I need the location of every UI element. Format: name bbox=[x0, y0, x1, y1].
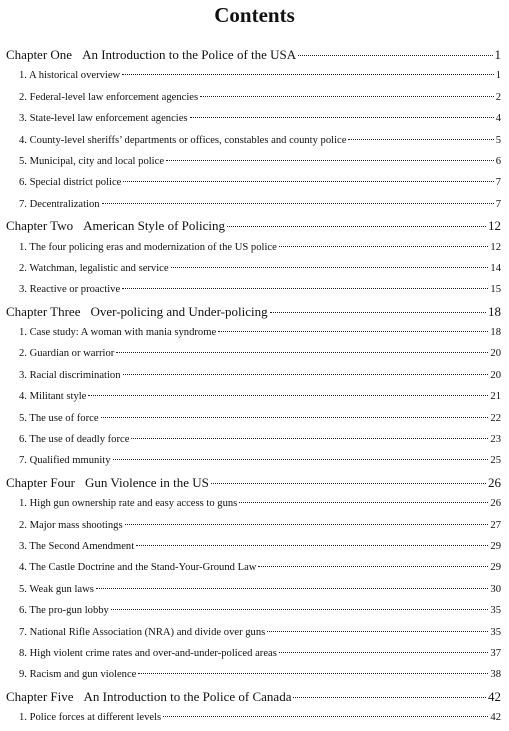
toc-section-entry[interactable] bbox=[0, 557, 509, 578]
toc-section-entry[interactable] bbox=[0, 108, 509, 129]
section-title: 4. County-level sheriffs’ departments or offices, constables and county police bbox=[19, 134, 347, 146]
toc-section-entry[interactable] bbox=[0, 237, 509, 258]
section-title: 9. Racism and gun violence bbox=[19, 669, 137, 681]
dot-leader bbox=[171, 263, 489, 268]
page-number: 23 bbox=[490, 434, 501, 446]
section-title: 6. The use of deadly force bbox=[19, 434, 130, 446]
chapter-title: Gun Violence in the US bbox=[84, 474, 209, 490]
dot-leader bbox=[200, 92, 494, 97]
section-title: 5. Weak gun laws bbox=[19, 583, 94, 595]
chapter-title: Over-policing and Under-policing bbox=[90, 303, 268, 319]
toc-section-entry[interactable] bbox=[0, 279, 509, 300]
section-title: 2. Federal-level law enforcement agencies bbox=[19, 91, 199, 103]
dot-leader bbox=[258, 562, 488, 567]
section-title: 2. Major mass shootings bbox=[19, 519, 123, 531]
dot-leader bbox=[298, 51, 492, 56]
toc-section-entry[interactable] bbox=[0, 579, 509, 600]
page-number: 35 bbox=[490, 605, 501, 617]
page-number: 30 bbox=[490, 583, 501, 595]
dot-leader bbox=[131, 434, 488, 439]
dot-leader bbox=[138, 669, 488, 674]
dot-leader bbox=[123, 370, 489, 375]
page-number: 5 bbox=[495, 134, 501, 146]
toc-section-entry[interactable] bbox=[0, 194, 509, 215]
dot-leader bbox=[102, 199, 494, 204]
section-title: 7. National Rifle Association (NRA) and divide over guns bbox=[19, 626, 266, 638]
chapter-number: Chapter Four bbox=[6, 474, 75, 490]
dot-leader bbox=[166, 156, 494, 161]
dot-leader bbox=[190, 113, 494, 118]
chapter-label bbox=[6, 215, 225, 236]
dot-leader bbox=[279, 242, 489, 247]
chapter-title: An Introduction to the Police of Canada bbox=[83, 688, 292, 704]
section-title: 4. The Castle Doctrine and the Stand-Your-Ground Law bbox=[19, 562, 257, 574]
dot-leader bbox=[163, 712, 488, 717]
toc-section-entry[interactable] bbox=[0, 172, 509, 193]
dot-leader bbox=[111, 605, 489, 610]
dot-leader bbox=[267, 627, 488, 632]
page-number: 42 bbox=[488, 688, 501, 704]
page-number: 25 bbox=[490, 455, 501, 467]
page-number: 14 bbox=[490, 262, 501, 274]
page-number: 37 bbox=[490, 647, 501, 659]
chapter-title: An Introduction to the Police of the USA bbox=[82, 47, 297, 62]
toc-section-entry[interactable] bbox=[0, 87, 509, 108]
chapter-number: Chapter Two bbox=[6, 218, 74, 234]
section-title: 3. Reactive or proactive bbox=[19, 284, 121, 296]
page-number: 38 bbox=[490, 669, 501, 681]
section-title: 1. High gun ownership rate and easy access to guns bbox=[19, 498, 238, 510]
chapter-number: Chapter Three bbox=[6, 303, 81, 319]
page-number: 18 bbox=[488, 303, 501, 319]
section-title: 4. Militant style bbox=[19, 391, 87, 403]
toc-section-entry[interactable] bbox=[0, 65, 509, 86]
section-title: 2. Guardian or warrior bbox=[19, 348, 115, 360]
section-title: 7. Decentralization bbox=[19, 198, 100, 210]
page-number: 26 bbox=[490, 498, 501, 510]
page-number: 21 bbox=[490, 391, 501, 403]
toc-section-entry[interactable] bbox=[0, 130, 509, 151]
toc-section-entry[interactable] bbox=[0, 386, 509, 407]
page-number: 6 bbox=[495, 155, 501, 167]
page-number: 20 bbox=[490, 348, 501, 360]
toc-section-entry[interactable] bbox=[0, 258, 509, 279]
page-number: 4 bbox=[495, 113, 501, 125]
page-number: 20 bbox=[490, 369, 501, 381]
dot-leader bbox=[270, 308, 486, 313]
dot-leader bbox=[125, 520, 489, 525]
dot-leader bbox=[348, 135, 493, 140]
dot-leader bbox=[279, 648, 489, 653]
section-title: 1. The four policing eras and modernization of the US police bbox=[19, 241, 277, 253]
dot-leader bbox=[113, 455, 489, 460]
page-number: 22 bbox=[490, 412, 501, 424]
page-number: 7 bbox=[495, 177, 501, 189]
toc-section-entry[interactable] bbox=[0, 365, 509, 386]
toc-chapter-entry[interactable] bbox=[0, 44, 509, 65]
section-title: 2. Watchman, legalistic and service bbox=[19, 262, 169, 274]
dot-leader bbox=[293, 693, 486, 698]
dot-leader bbox=[211, 479, 486, 484]
toc-section-entry[interactable] bbox=[0, 450, 509, 471]
page-number: 12 bbox=[490, 241, 501, 253]
chapter-label bbox=[6, 686, 291, 707]
chapter-label bbox=[6, 301, 268, 322]
toc-section-entry[interactable] bbox=[0, 493, 509, 514]
section-title: 1. A historical overview bbox=[19, 70, 121, 82]
section-title: 3. Racial discrimination bbox=[19, 369, 121, 381]
toc-chapter-entry[interactable] bbox=[0, 301, 509, 322]
toc-section-entry[interactable] bbox=[0, 643, 509, 664]
chapter-number: Chapter Five bbox=[6, 688, 74, 704]
section-title: 3. The Second Amendment bbox=[19, 540, 135, 552]
toc-section-entry[interactable] bbox=[0, 664, 509, 685]
page-number: 35 bbox=[490, 626, 501, 638]
page-number: 29 bbox=[490, 540, 501, 552]
dot-leader bbox=[116, 348, 488, 353]
page-number: 1 bbox=[495, 70, 501, 82]
page-number: 18 bbox=[490, 327, 501, 339]
toc-chapter-entry[interactable] bbox=[0, 215, 509, 236]
dot-leader bbox=[239, 498, 488, 503]
toc-section-entry[interactable] bbox=[0, 707, 509, 728]
chapter-number: Chapter One bbox=[6, 47, 73, 62]
dot-leader bbox=[227, 222, 486, 227]
section-title: 1. Case study: A woman with mania syndrome bbox=[19, 327, 217, 339]
section-title: 8. High violent crime rates and over-and-under-policed areas bbox=[19, 647, 277, 659]
contents-title: Contents bbox=[214, 3, 295, 27]
dot-leader bbox=[122, 284, 488, 289]
toc-chapter-entry[interactable] bbox=[0, 686, 509, 707]
chapter-label bbox=[6, 44, 296, 65]
page-number: 27 bbox=[490, 519, 501, 531]
toc-section-entry[interactable] bbox=[0, 429, 509, 450]
table-of-contents bbox=[0, 44, 509, 729]
section-title: 5. Municipal, city and local police bbox=[19, 155, 165, 167]
section-title: 6. The pro-gun lobby bbox=[19, 605, 109, 617]
toc-chapter-entry[interactable] bbox=[0, 472, 509, 493]
section-title: 3. State-level law enforcement agencies bbox=[19, 113, 188, 125]
toc-section-entry[interactable] bbox=[0, 322, 509, 343]
page-number: 2 bbox=[495, 91, 501, 103]
page-number: 7 bbox=[495, 198, 501, 210]
toc-section-entry[interactable] bbox=[0, 600, 509, 621]
section-title: 6. Special district police bbox=[19, 177, 122, 189]
toc-section-entry[interactable] bbox=[0, 622, 509, 643]
page-number: 26 bbox=[488, 474, 501, 490]
dot-leader bbox=[101, 413, 489, 418]
toc-section-entry[interactable] bbox=[0, 151, 509, 172]
toc-section-entry[interactable] bbox=[0, 536, 509, 557]
section-title: 7. Qualified mmunity bbox=[19, 455, 111, 467]
toc-section-entry[interactable] bbox=[0, 515, 509, 536]
toc-section-entry[interactable] bbox=[0, 343, 509, 364]
section-title: 1. Police forces at different levels bbox=[19, 712, 162, 724]
page-number: 1 bbox=[494, 47, 501, 62]
dot-leader bbox=[96, 584, 489, 589]
page-number: 12 bbox=[488, 218, 501, 234]
page-number: 29 bbox=[490, 562, 501, 574]
page-number: 15 bbox=[490, 284, 501, 296]
chapter-title: American Style of Policing bbox=[83, 218, 225, 234]
dot-leader bbox=[136, 541, 488, 546]
dot-leader bbox=[218, 327, 488, 332]
chapter-label bbox=[6, 472, 209, 493]
page-number: 42 bbox=[490, 712, 501, 724]
section-title: 5. The use of force bbox=[19, 412, 99, 424]
dot-leader bbox=[123, 177, 493, 182]
toc-section-entry[interactable] bbox=[0, 408, 509, 429]
dot-leader bbox=[88, 391, 488, 396]
dot-leader bbox=[122, 70, 493, 75]
